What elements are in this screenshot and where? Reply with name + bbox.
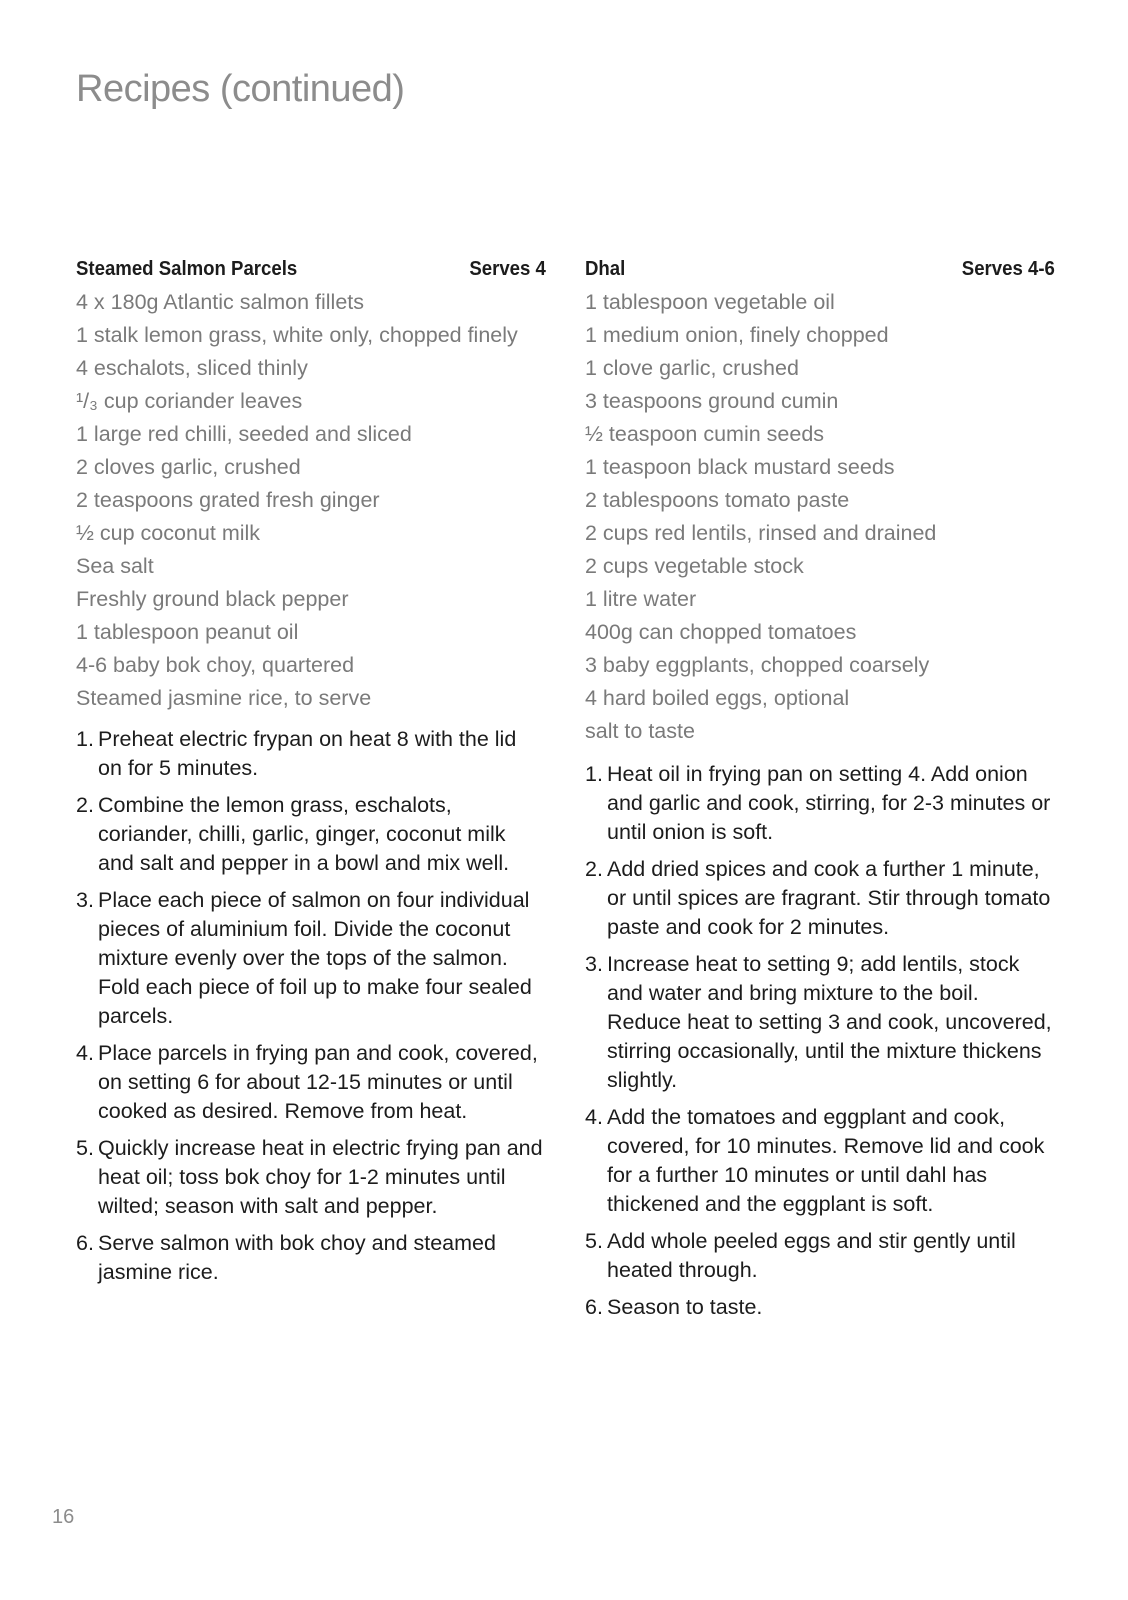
ingredient-item: 1 large red chilli, seeded and sliced bbox=[76, 422, 412, 446]
method-step bbox=[585, 760, 1055, 847]
step-number: 3. bbox=[76, 888, 94, 912]
ingredient-item: 2 teaspoons grated fresh ginger bbox=[76, 488, 380, 512]
ingredient-item: 1 tablespoon vegetable oil bbox=[585, 290, 835, 314]
ingredient-item: 1 tablespoon peanut oil bbox=[76, 620, 299, 644]
ingredient-item: 1 litre water bbox=[585, 587, 697, 611]
step-number: 3. bbox=[585, 952, 603, 976]
method-step bbox=[76, 1229, 546, 1287]
method-step bbox=[585, 1227, 1055, 1285]
ingredient-item: Steamed jasmine rice, to serve bbox=[76, 686, 372, 710]
step-number: 2. bbox=[585, 857, 603, 881]
step-text: Place parcels in frying pan and cook, covered, on setting 6 for about 12-15 minutes or until cooked as desired. Remove from heat. bbox=[98, 1041, 538, 1123]
step-text: Serve salmon with bok choy and steamed jasmine rice. bbox=[98, 1231, 496, 1284]
recipe-header bbox=[76, 258, 546, 288]
ingredient-item: 2 cloves garlic, crushed bbox=[76, 455, 301, 479]
step-text: Increase heat to setting 9; add lentils, stock and water and bring mixture to the boil. Reduce heat to setting 3 and cook, uncovered, stirring occasionally, until the mixture thickens slightly. bbox=[607, 952, 1052, 1092]
ingredient-item: 1 teaspoon black mustard seeds bbox=[585, 455, 895, 479]
method-step bbox=[76, 725, 546, 783]
ingredient-item: 2 tablespoons tomato paste bbox=[585, 488, 850, 512]
recipe-dhal bbox=[585, 258, 1055, 1330]
step-text: Place each piece of salmon on four individual pieces of aluminium foil. Divide the coconut mixture evenly over the tops of the salmon. Fold each piece of foil up to make four sealed parcels. bbox=[98, 888, 532, 1028]
ingredient-item: 4 x 180g Atlantic salmon fillets bbox=[76, 290, 365, 314]
ingredient-item: ¹/₃ cup coriander leaves bbox=[76, 389, 303, 413]
page-number: 16 bbox=[52, 1506, 75, 1528]
ingredient-list bbox=[585, 288, 1055, 746]
step-text: Combine the lemon grass, eschalots, coriander, chilli, garlic, ginger, coconut milk and salt and pepper in a bowl and mix well. bbox=[98, 793, 510, 875]
ingredient-item: 1 clove garlic, crushed bbox=[585, 356, 799, 380]
method-steps bbox=[76, 725, 546, 1287]
recipe-name: Steamed Salmon Parcels bbox=[76, 258, 298, 280]
recipe-header bbox=[585, 258, 1055, 288]
ingredient-item: salt to taste bbox=[585, 719, 695, 743]
method-step bbox=[585, 1293, 1055, 1322]
method-step bbox=[585, 1103, 1055, 1219]
ingredient-item: 4 eschalots, sliced thinly bbox=[76, 356, 308, 380]
step-number: 5. bbox=[585, 1229, 603, 1253]
method-step bbox=[585, 855, 1055, 942]
recipe-name: Dhal bbox=[585, 258, 626, 280]
step-number: 1. bbox=[585, 762, 603, 786]
step-text: Heat oil in frying pan on setting 4. Add onion and garlic and cook, stirring, for 2-3 minutes or until onion is soft. bbox=[607, 762, 1051, 844]
recipe-serves: Serves 4 bbox=[469, 258, 546, 280]
ingredient-list bbox=[76, 288, 546, 713]
ingredient-item: 3 teaspoons ground cumin bbox=[585, 389, 839, 413]
ingredient-item: 1 medium onion, finely chopped bbox=[585, 323, 889, 347]
recipe-serves: Serves 4-6 bbox=[961, 258, 1055, 280]
method-step bbox=[76, 886, 546, 1031]
method-step bbox=[585, 950, 1055, 1095]
ingredient-item: 1 stalk lemon grass, white only, chopped finely bbox=[76, 323, 518, 347]
method-step bbox=[76, 1134, 546, 1221]
step-number: 2. bbox=[76, 793, 94, 817]
step-text: Season to taste. bbox=[607, 1295, 763, 1319]
step-number: 1. bbox=[76, 727, 94, 751]
step-text: Preheat electric frypan on heat 8 with the lid on for 5 minutes. bbox=[98, 727, 517, 780]
page-title: Recipes (continued) bbox=[76, 68, 405, 110]
step-text: Add dried spices and cook a further 1 minute, or until spices are fragrant. Stir through tomato paste and cook for 2 minutes. bbox=[607, 857, 1051, 939]
ingredient-item: 4-6 baby bok choy, quartered bbox=[76, 653, 355, 677]
step-text: Add the tomatoes and eggplant and cook, covered, for 10 minutes. Remove lid and cook for a further 10 minutes or until dahl has thickened and the eggplant is soft. bbox=[607, 1105, 1045, 1216]
step-number: 4. bbox=[76, 1041, 94, 1065]
step-number: 6. bbox=[585, 1295, 603, 1319]
step-number: 4. bbox=[585, 1105, 603, 1129]
ingredient-item: Sea salt bbox=[76, 554, 154, 578]
ingredient-item: 400g can chopped tomatoes bbox=[585, 620, 857, 644]
ingredient-item: 2 cups red lentils, rinsed and drained bbox=[585, 521, 937, 545]
step-number: 5. bbox=[76, 1136, 94, 1160]
ingredient-item: 3 baby eggplants, chopped coarsely bbox=[585, 653, 930, 677]
step-number: 6. bbox=[76, 1231, 94, 1255]
method-steps bbox=[585, 760, 1055, 1322]
step-text: Quickly increase heat in electric frying pan and heat oil; toss bok choy for 1-2 minutes until wilted; season with salt and pepper. bbox=[98, 1136, 543, 1218]
recipe-steamed-salmon-parcels bbox=[76, 258, 546, 1295]
method-step bbox=[76, 1039, 546, 1126]
ingredient-item: 4 hard boiled eggs, optional bbox=[585, 686, 850, 710]
method-step bbox=[76, 791, 546, 878]
ingredient-item: ½ teaspoon cumin seeds bbox=[585, 422, 825, 446]
ingredient-item: 2 cups vegetable stock bbox=[585, 554, 804, 578]
ingredient-item: Freshly ground black pepper bbox=[76, 587, 349, 611]
step-text: Add whole peeled eggs and stir gently until heated through. bbox=[607, 1229, 1016, 1282]
ingredient-item: ½ cup coconut milk bbox=[76, 521, 261, 545]
